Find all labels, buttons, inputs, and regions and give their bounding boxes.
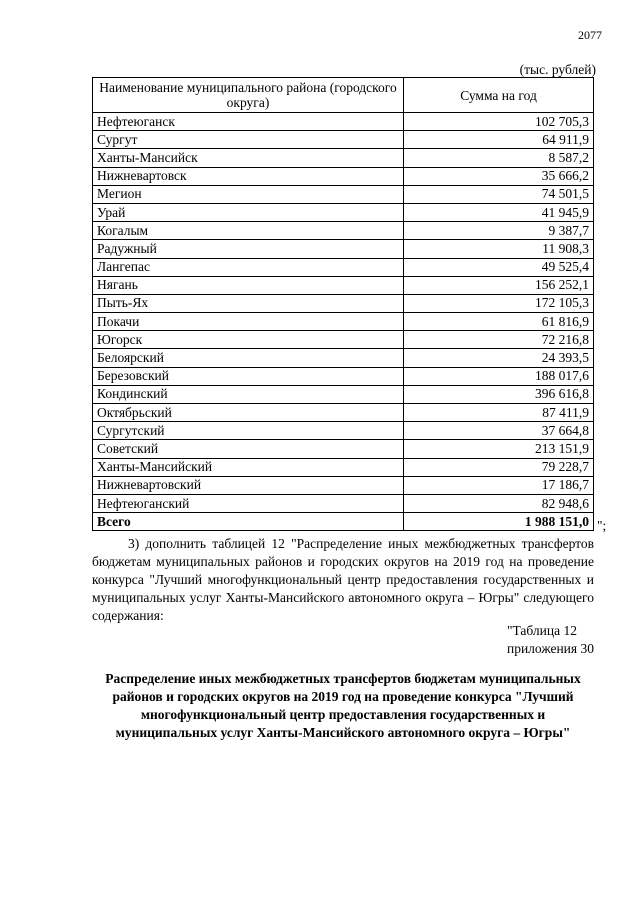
page-number: 2077 [578,28,602,42]
row-amount: 61 816,9 [404,313,594,331]
table-row [93,422,594,440]
row-name: Кондинский [93,385,404,403]
table-row [93,494,594,512]
row-amount: 82 948,6 [404,494,594,512]
row-name: Нефтеюганск [93,113,404,131]
table-row [93,276,594,294]
table-row [93,240,594,258]
row-amount: 87 411,9 [404,404,594,422]
table-caption-line1: "Таблица 12 [506,623,577,638]
row-name: Ханты-Мансийский [93,458,404,476]
row-name: Ханты-Мансийск [93,149,404,167]
row-amount: 102 705,3 [404,113,594,131]
row-name: Нягань [93,276,404,294]
row-amount: 9 387,7 [404,222,594,240]
table-row [93,458,594,476]
row-amount: 213 151,9 [404,440,594,458]
row-name: Когалым [93,222,404,240]
row-amount: 41 945,9 [404,203,594,221]
amendment-paragraph [92,535,594,625]
table-row [93,294,594,312]
row-amount: 188 017,6 [404,367,594,385]
total-amount: 1 988 151,0 [404,513,594,531]
table-row [93,367,594,385]
row-name: Лангепас [93,258,404,276]
column-header-name: Наименование муниципального района (городского округа) [93,78,404,113]
closing-quote: "; [597,518,607,533]
table-row [93,331,594,349]
table-caption-line2: приложения 30 [506,641,594,656]
table-caption [507,622,594,658]
row-name: Мегион [93,185,404,203]
table-row [93,385,594,403]
table-body [93,113,594,531]
row-name: Сургут [93,131,404,149]
row-amount: 8 587,2 [404,149,594,167]
table-row [93,404,594,422]
table-row [93,149,594,167]
table-row [93,113,594,131]
row-amount: 35 666,2 [404,167,594,185]
row-amount: 37 664,8 [404,422,594,440]
row-name: Нижневартовский [93,476,404,494]
row-name: Пыть-Ях [93,294,404,312]
row-amount: 156 252,1 [404,276,594,294]
row-name: Радужный [93,240,404,258]
row-name: Нижневартовск [93,167,404,185]
table-total-row [93,513,594,531]
row-name: Сургутский [93,422,404,440]
total-label: Всего [93,513,404,531]
table-row [93,185,594,203]
row-name: Белоярский [93,349,404,367]
table-row [93,476,594,494]
row-name: Советский [93,440,404,458]
column-header-amount: Сумма на год [404,78,594,113]
units-label: (тыс. рублей) [519,62,596,77]
row-amount: 74 501,5 [404,185,594,203]
table-row [93,313,594,331]
table-row [93,349,594,367]
row-amount: 72 216,8 [404,331,594,349]
row-name: Покачи [93,313,404,331]
row-name: Урай [93,203,404,221]
table-row [93,167,594,185]
row-amount: 49 525,4 [404,258,594,276]
table-row [93,258,594,276]
table-row [93,203,594,221]
row-amount: 172 105,3 [404,294,594,312]
row-name: Нефтеюганский [93,494,404,512]
table-row [93,131,594,149]
row-amount: 396 616,8 [404,385,594,403]
row-name: Березовский [93,367,404,385]
row-amount: 79 228,7 [404,458,594,476]
table-row [93,440,594,458]
table-header-row [93,78,594,113]
row-amount: 64 911,9 [404,131,594,149]
table-row [93,222,594,240]
row-name: Югорск [93,331,404,349]
row-amount: 24 393,5 [404,349,594,367]
paragraph-text: 3) дополнить таблицей 12 "Распределение иных межбюджетных трансфертов бюджетам муниципальных районов и городских округов на 2019 год на проведение конкурса "Лучший многофункциональный центр предоставления государственных и муниципальных услуг Ханты-Мансийского автономного округа – Югры" следующего содержания: [92,536,594,623]
distribution-table [92,77,594,531]
section-heading: Распределение иных межбюджетных трансфертов бюджетам муниципальных районов и городских округов на 2019 год на проведение конкурса "Лучший многофункциональный центр предоставления государственных и муниципальных услуг Ханты-Мансийского автономного округа – Югры" [105,671,581,740]
row-name: Октябрьский [93,404,404,422]
row-amount: 17 186,7 [404,476,594,494]
row-amount: 11 908,3 [404,240,594,258]
